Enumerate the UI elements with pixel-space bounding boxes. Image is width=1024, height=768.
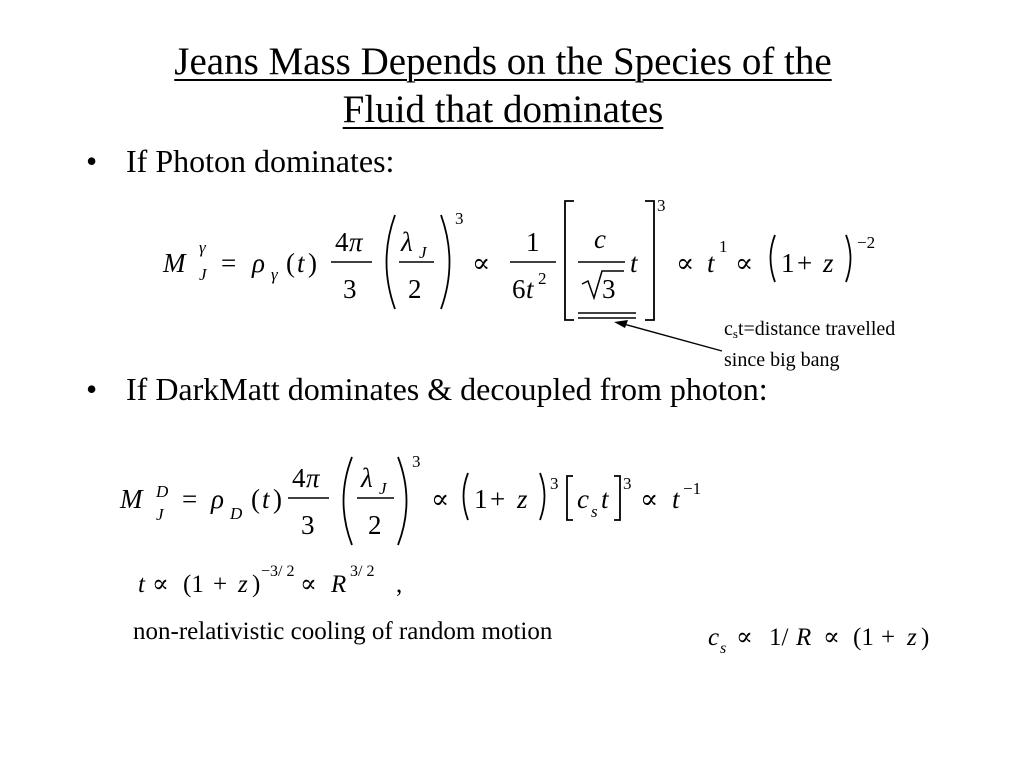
svg-text:4: 4 xyxy=(335,227,349,257)
svg-text:1/: 1/ xyxy=(769,624,789,651)
svg-text:−2: −2 xyxy=(857,233,876,252)
svg-text:2: 2 xyxy=(408,274,422,304)
svg-text:R: R xyxy=(796,624,812,651)
svg-text:π: π xyxy=(349,227,363,257)
svg-text:∝: ∝ xyxy=(823,624,840,651)
annotation-arrow xyxy=(614,320,722,351)
equation-sound-speed xyxy=(708,624,929,657)
svg-text:c: c xyxy=(594,224,606,254)
svg-text:D: D xyxy=(230,504,243,523)
svg-text:+: + xyxy=(797,248,813,278)
svg-text:t: t xyxy=(297,248,305,278)
svg-text:s: s xyxy=(591,502,598,521)
svg-text:1: 1 xyxy=(526,227,540,257)
svg-text:∝: ∝ xyxy=(736,624,753,651)
svg-text:t: t xyxy=(672,484,680,514)
svg-text:c: c xyxy=(577,484,589,514)
svg-text:γ: γ xyxy=(271,265,278,284)
svg-text:,: , xyxy=(396,571,403,598)
svg-text:λ: λ xyxy=(401,227,413,257)
svg-text:t: t xyxy=(138,571,145,598)
svg-text:∝: ∝ xyxy=(640,484,659,514)
bullet-darkmatter-text: If DarkMatt dominates & decoupled from photon: xyxy=(126,371,768,407)
svg-text:∝: ∝ xyxy=(735,248,754,278)
svg-text:3: 3 xyxy=(455,209,464,228)
svg-text:3: 3 xyxy=(657,196,666,215)
svg-text:): ) xyxy=(252,571,261,598)
svg-text:∝: ∝ xyxy=(152,571,169,598)
bullet-dot: • xyxy=(86,143,98,179)
svg-text:3: 3 xyxy=(623,474,632,493)
svg-text:t: t xyxy=(601,484,609,514)
svg-text:=: = xyxy=(182,484,198,514)
svg-text:π: π xyxy=(306,463,320,493)
svg-text:t: t xyxy=(707,248,715,278)
svg-text:+: + xyxy=(213,571,228,598)
svg-text:2: 2 xyxy=(538,269,547,288)
svg-text:s: s xyxy=(720,640,727,657)
svg-text:ρ: ρ xyxy=(211,484,224,514)
bullet-photon-text: If Photon dominates: xyxy=(126,143,395,179)
cooling-text: non-relativistic cooling of random motion xyxy=(133,618,553,645)
svg-text:t: t xyxy=(526,274,534,304)
svg-text:∝: ∝ xyxy=(472,248,491,278)
svg-text:J: J xyxy=(199,265,207,284)
svg-text:+: + xyxy=(881,624,896,651)
svg-text:z: z xyxy=(907,624,917,651)
svg-text:(1: (1 xyxy=(853,624,874,651)
svg-text:(: ( xyxy=(286,248,295,278)
svg-text:1: 1 xyxy=(474,484,488,514)
svg-text:=: = xyxy=(221,248,237,278)
svg-text:t: t xyxy=(630,248,638,278)
svg-text:): ) xyxy=(273,484,282,514)
svg-text:J: J xyxy=(419,243,427,262)
bullet-dot: • xyxy=(86,371,98,407)
svg-text:4: 4 xyxy=(292,463,306,493)
annotation-line2: since big bang xyxy=(724,349,840,371)
svg-text:ρ: ρ xyxy=(252,248,265,278)
svg-text:6: 6 xyxy=(512,274,526,304)
svg-text:3: 3 xyxy=(301,510,315,540)
annotation-c: c xyxy=(724,318,733,340)
svg-text:∝: ∝ xyxy=(676,248,695,278)
equation-photon xyxy=(162,196,875,320)
svg-text:3/ 2: 3/ 2 xyxy=(350,563,375,580)
svg-text:M: M xyxy=(120,484,143,514)
svg-text:1: 1 xyxy=(719,237,728,256)
svg-text:z: z xyxy=(238,571,248,598)
annotation-cs-t xyxy=(724,316,895,374)
svg-text:+: + xyxy=(490,484,506,514)
svg-text:−1: −1 xyxy=(683,479,702,498)
svg-text:−3/ 2: −3/ 2 xyxy=(261,563,295,580)
svg-text:3: 3 xyxy=(343,274,357,304)
equation-time-redshift xyxy=(138,563,402,598)
svg-text:z: z xyxy=(517,484,528,514)
svg-text:2: 2 xyxy=(368,510,382,540)
svg-text:(: ( xyxy=(251,484,260,514)
svg-text:J: J xyxy=(156,505,164,524)
svg-text:λ: λ xyxy=(361,463,373,493)
title-line-1: Jeans Mass Depends on the Species of the xyxy=(174,40,832,83)
svg-text:γ: γ xyxy=(199,238,206,257)
svg-text:3: 3 xyxy=(550,474,559,493)
svg-text:J: J xyxy=(379,479,387,498)
annotation-sub: s xyxy=(732,326,738,341)
svg-text:): ) xyxy=(308,248,317,278)
equation-darkmatter xyxy=(119,452,701,545)
svg-text:M: M xyxy=(163,248,186,278)
svg-text:D: D xyxy=(156,482,169,501)
svg-text:3: 3 xyxy=(602,274,616,304)
svg-text:z: z xyxy=(823,248,834,278)
svg-text:R: R xyxy=(331,571,347,598)
svg-text:t: t xyxy=(262,484,270,514)
svg-text:): ) xyxy=(921,624,930,651)
annotation-line1: t=distance travelled xyxy=(737,318,896,340)
svg-text:c: c xyxy=(708,624,720,651)
svg-text:3: 3 xyxy=(412,452,421,471)
svg-text:(1: (1 xyxy=(183,571,204,598)
title-line-2: Fluid that dominates xyxy=(342,88,664,131)
svg-text:1: 1 xyxy=(781,248,795,278)
svg-text:∝: ∝ xyxy=(300,571,317,598)
svg-text:∝: ∝ xyxy=(431,484,450,514)
